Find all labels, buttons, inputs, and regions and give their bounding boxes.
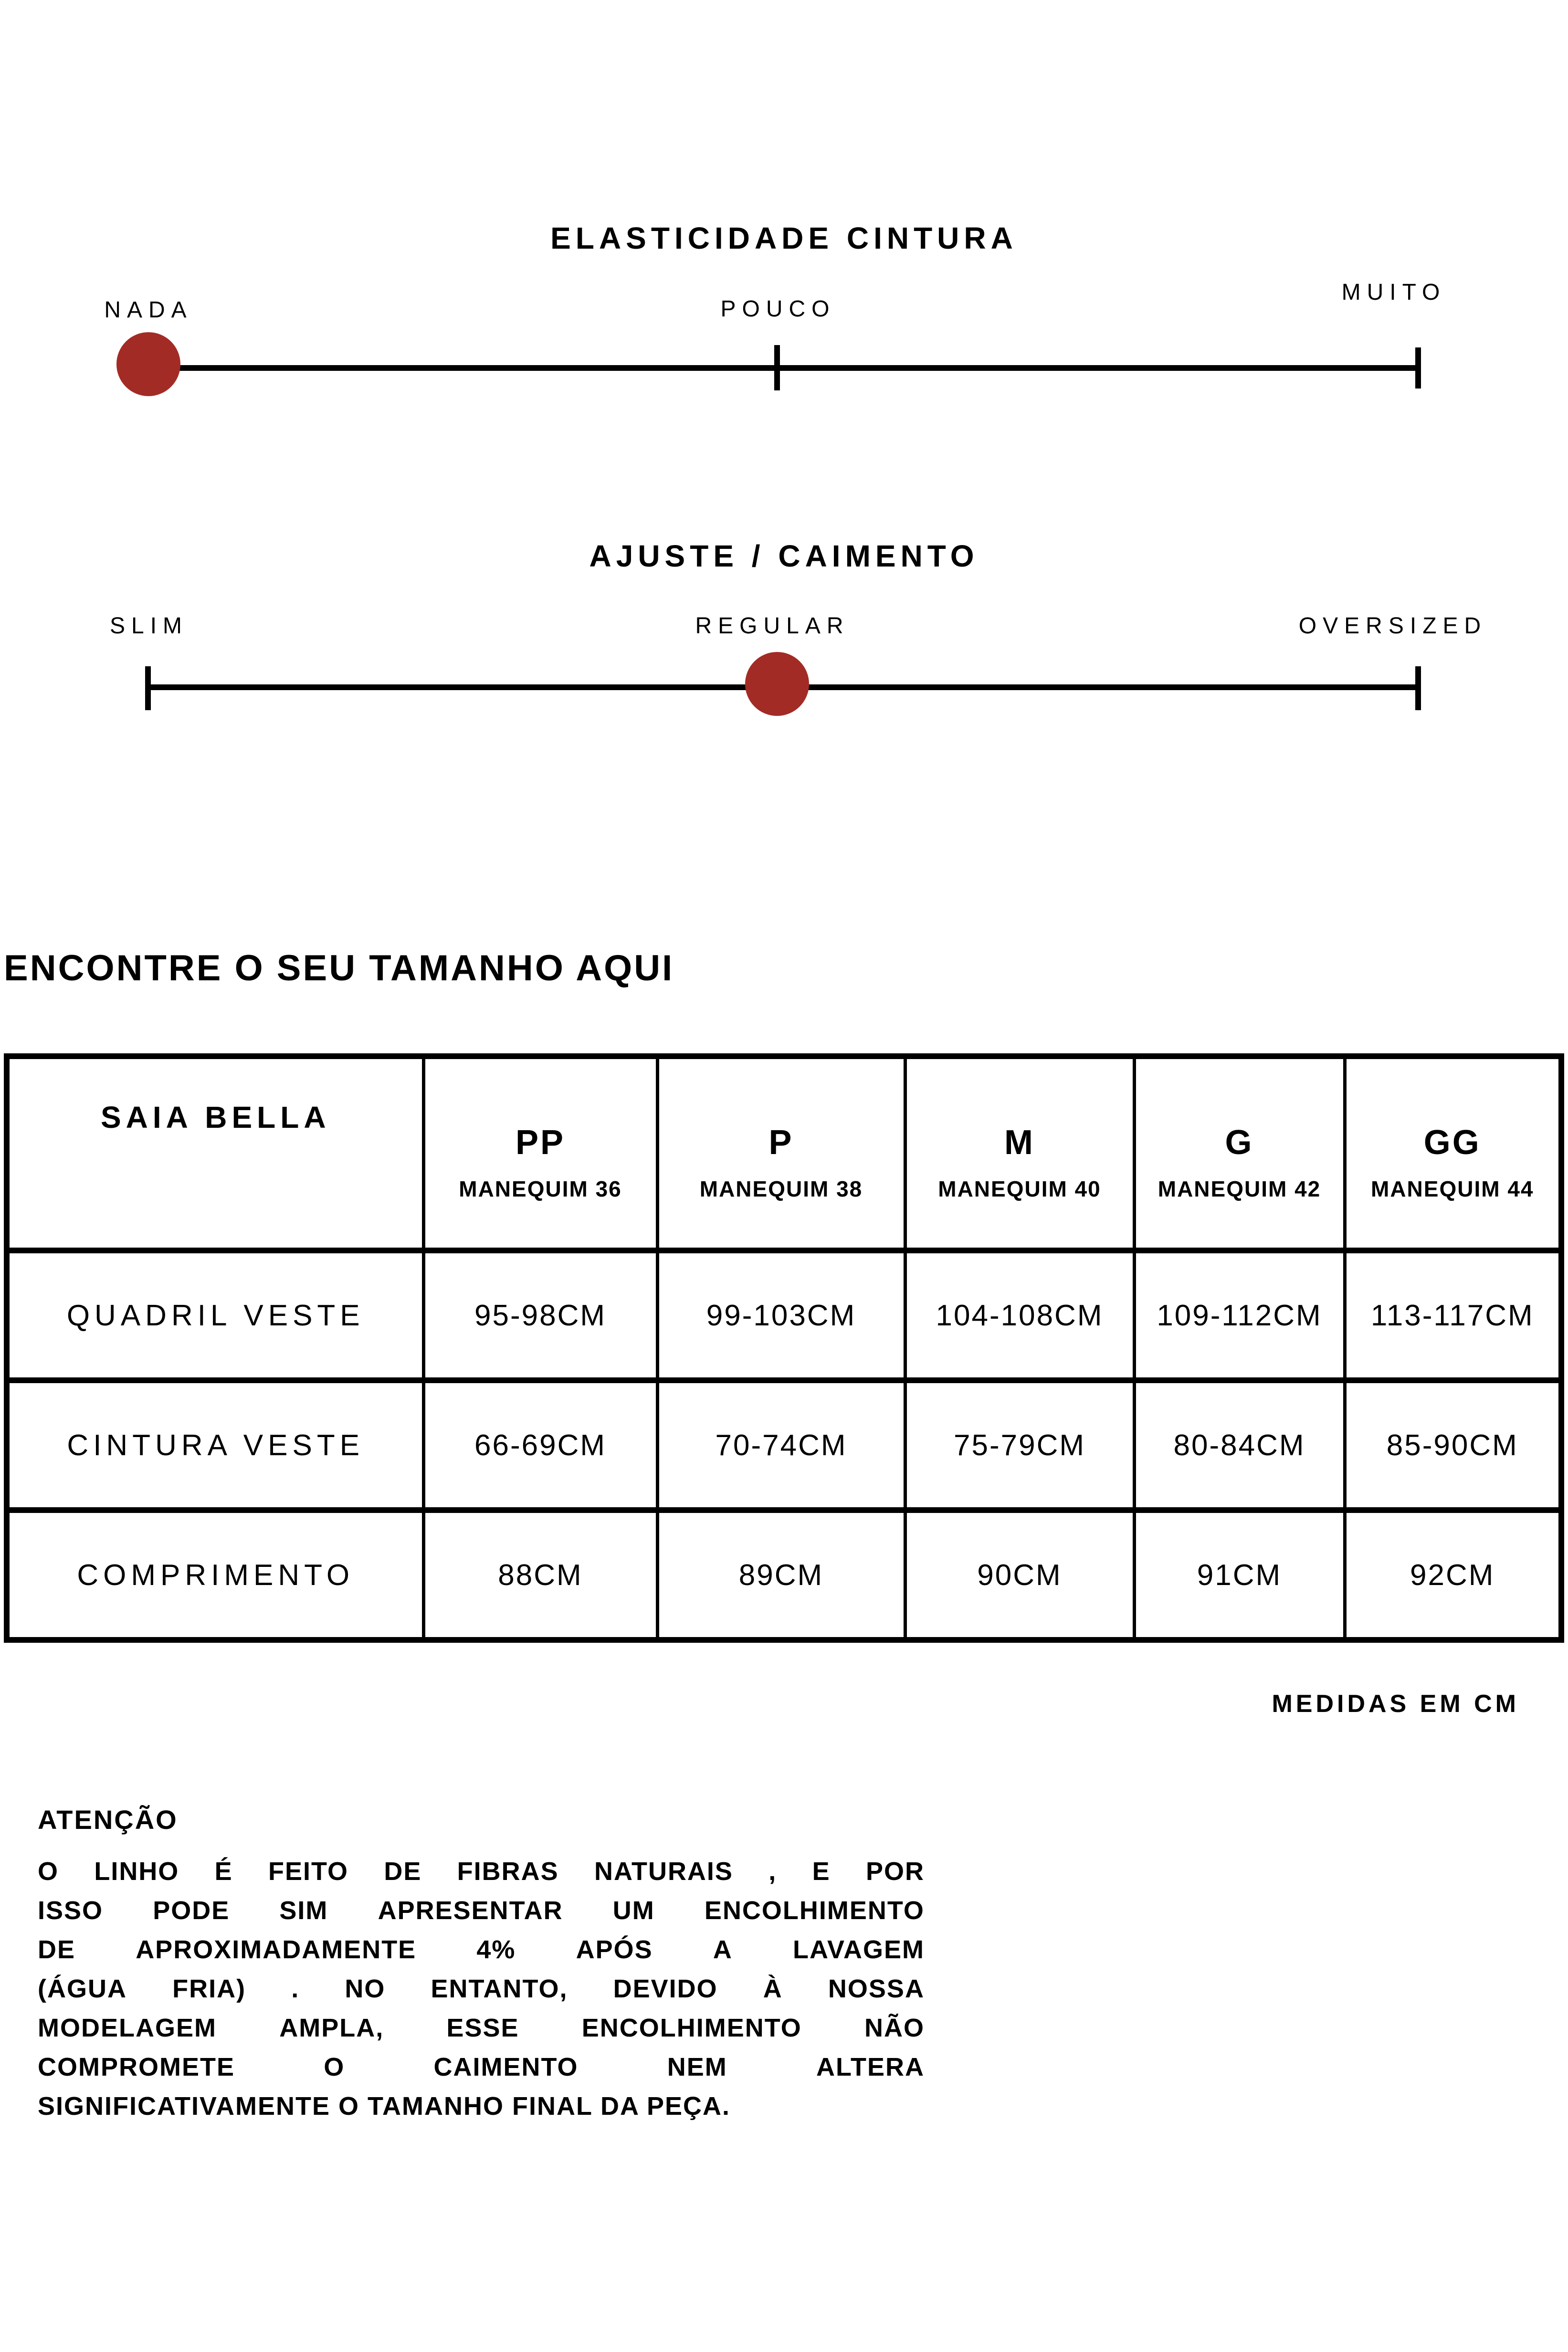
- attention-word: ALTERA: [816, 2053, 925, 2081]
- size-table-header-row: [7, 1056, 1561, 1250]
- slider1-label-nada: NADA: [104, 297, 193, 323]
- attention-line: SIGNIFICATIVAMENTE O TAMANHO FINAL DA PEÇA.: [38, 2092, 730, 2121]
- slider2-title: AJUSTE / CAIMENTO: [589, 539, 979, 573]
- mannequin-label: MANEQUIM 44: [1371, 1176, 1534, 1201]
- table-cell: 95-98CM: [423, 1250, 657, 1380]
- slider2-selected-dot: [745, 652, 809, 716]
- attention-word: FRIA): [172, 1974, 246, 2003]
- attention-word: ENCOLHIMENTO: [581, 2014, 802, 2042]
- attention-word: AMPLA,: [279, 2014, 384, 2042]
- attention-line: [38, 1897, 925, 1936]
- slider1-title: ELASTICIDADE CINTURA: [550, 221, 1018, 255]
- slider1-label-pouco: POUCO: [720, 296, 836, 322]
- attention-word: FIBRAS: [457, 1857, 559, 1886]
- attention-word: DEVIDO: [613, 1974, 718, 2003]
- slider1-mid-tick: [774, 345, 780, 390]
- units-note: MEDIDAS EM CM: [1272, 1690, 1519, 1718]
- slider2-left-tick: [145, 666, 151, 710]
- table-cell: 104-108CM: [905, 1250, 1134, 1380]
- table-cell: 113-117CM: [1345, 1250, 1561, 1380]
- attention-word: SIM: [279, 1896, 328, 1925]
- size-table: [4, 1053, 1564, 1643]
- mannequin-label: MANEQUIM 36: [459, 1176, 622, 1201]
- attention-word: MODELAGEM: [38, 2014, 217, 2042]
- attention-word: POR: [865, 1857, 925, 1886]
- size-label: G: [1225, 1124, 1254, 1162]
- attention-word: (ÁGUA: [38, 1974, 127, 2003]
- slider2-right-tick: [1415, 666, 1421, 710]
- row-label: CINTURA VESTE: [7, 1380, 423, 1510]
- row-label: COMPRIMENTO: [7, 1510, 423, 1640]
- attention-word: NOSSA: [828, 1974, 925, 2003]
- size-column-gg: [1345, 1056, 1561, 1250]
- size-column-p: [657, 1056, 905, 1250]
- table-cell: 91CM: [1134, 1510, 1345, 1640]
- table-row-cintura: [7, 1380, 1561, 1510]
- size-label: M: [1004, 1124, 1035, 1162]
- table-cell: 80-84CM: [1134, 1380, 1345, 1510]
- table-cell: 88CM: [423, 1510, 657, 1640]
- attention-word: E: [812, 1857, 831, 1886]
- attention-word: COMPROMETE: [38, 2053, 235, 2081]
- table-row-comprimento: [7, 1510, 1561, 1640]
- table-cell: 75-79CM: [905, 1380, 1134, 1510]
- attention-word: NÃO: [864, 2014, 925, 2042]
- attention-word: NO: [345, 1974, 386, 2003]
- attention-line: [38, 1936, 925, 1975]
- product-name-cell: [7, 1056, 423, 1250]
- table-cell: 66-69CM: [423, 1380, 657, 1510]
- slider2-label-regular: REGULAR: [695, 613, 850, 639]
- attention-word: NEM: [667, 2053, 727, 2081]
- attention-line: [38, 1858, 925, 1897]
- attention-paragraph: [38, 1858, 925, 2132]
- attention-word: APRESENTAR: [378, 1896, 563, 1925]
- attention-word: LINHO: [94, 1857, 179, 1886]
- table-cell: 90CM: [905, 1510, 1134, 1640]
- attention-word: ,: [768, 1857, 777, 1886]
- slider2-label-oversized: OVERSIZED: [1298, 613, 1487, 639]
- row-label: QUADRIL VESTE: [7, 1250, 423, 1380]
- attention-word: A: [713, 1935, 733, 1964]
- attention-word: ISSO: [38, 1896, 104, 1925]
- table-cell: 92CM: [1345, 1510, 1561, 1640]
- mannequin-label: MANEQUIM 38: [699, 1176, 863, 1201]
- size-label: P: [768, 1124, 794, 1162]
- slider1-right-tick: [1415, 347, 1421, 388]
- find-your-size-heading: ENCONTRE O SEU TAMANHO AQUI: [4, 948, 674, 988]
- attention-word: DE: [38, 1935, 76, 1964]
- size-column-m: [905, 1056, 1134, 1250]
- table-row-quadril: [7, 1250, 1561, 1380]
- attention-line: [38, 2053, 925, 2092]
- attention-word: FEITO: [268, 1857, 349, 1886]
- mannequin-label: MANEQUIM 40: [938, 1176, 1101, 1201]
- table-cell: 99-103CM: [657, 1250, 905, 1380]
- attention-word: UM: [612, 1896, 655, 1925]
- size-column-pp: [423, 1056, 657, 1250]
- slider1-label-muito: MUITO: [1341, 280, 1446, 305]
- attention-line: [38, 1975, 925, 2014]
- attention-word: ENCOLHIMENTO: [704, 1896, 925, 1925]
- product-name: SAIA BELLA: [100, 1100, 331, 1134]
- attention-word: DE: [384, 1857, 422, 1886]
- attention-word: À: [763, 1974, 783, 2003]
- attention-line: [38, 2014, 925, 2053]
- attention-word: APÓS: [576, 1935, 653, 1964]
- attention-word: É: [214, 1857, 233, 1886]
- attention-word: PODE: [153, 1896, 230, 1925]
- slider2-label-slim: SLIM: [109, 613, 189, 639]
- attention-word: LAVAGEM: [792, 1935, 925, 1964]
- slider1-track: [148, 365, 1421, 371]
- attention-word: CAIMENTO: [433, 2053, 579, 2081]
- size-column-g: [1134, 1056, 1345, 1250]
- attention-word: ENTANTO,: [431, 1974, 568, 2003]
- attention-heading: ATENÇÃO: [38, 1805, 178, 1835]
- attention-word: ESSE: [446, 2014, 519, 2042]
- table-cell: 89CM: [657, 1510, 905, 1640]
- mannequin-label: MANEQUIM 42: [1158, 1176, 1321, 1201]
- attention-word: O: [324, 2053, 345, 2081]
- size-label: GG: [1423, 1124, 1481, 1162]
- table-cell: 109-112CM: [1134, 1250, 1345, 1380]
- attention-word: O: [38, 1857, 59, 1886]
- table-cell: 85-90CM: [1345, 1380, 1561, 1510]
- size-label: PP: [515, 1124, 566, 1162]
- slider1-selected-dot: [116, 332, 180, 396]
- attention-word: NATURAIS: [594, 1857, 733, 1886]
- attention-word: APROXIMADAMENTE: [136, 1935, 417, 1964]
- attention-word: 4%: [476, 1935, 516, 1964]
- table-cell: 70-74CM: [657, 1380, 905, 1510]
- attention-word: .: [291, 1974, 300, 2003]
